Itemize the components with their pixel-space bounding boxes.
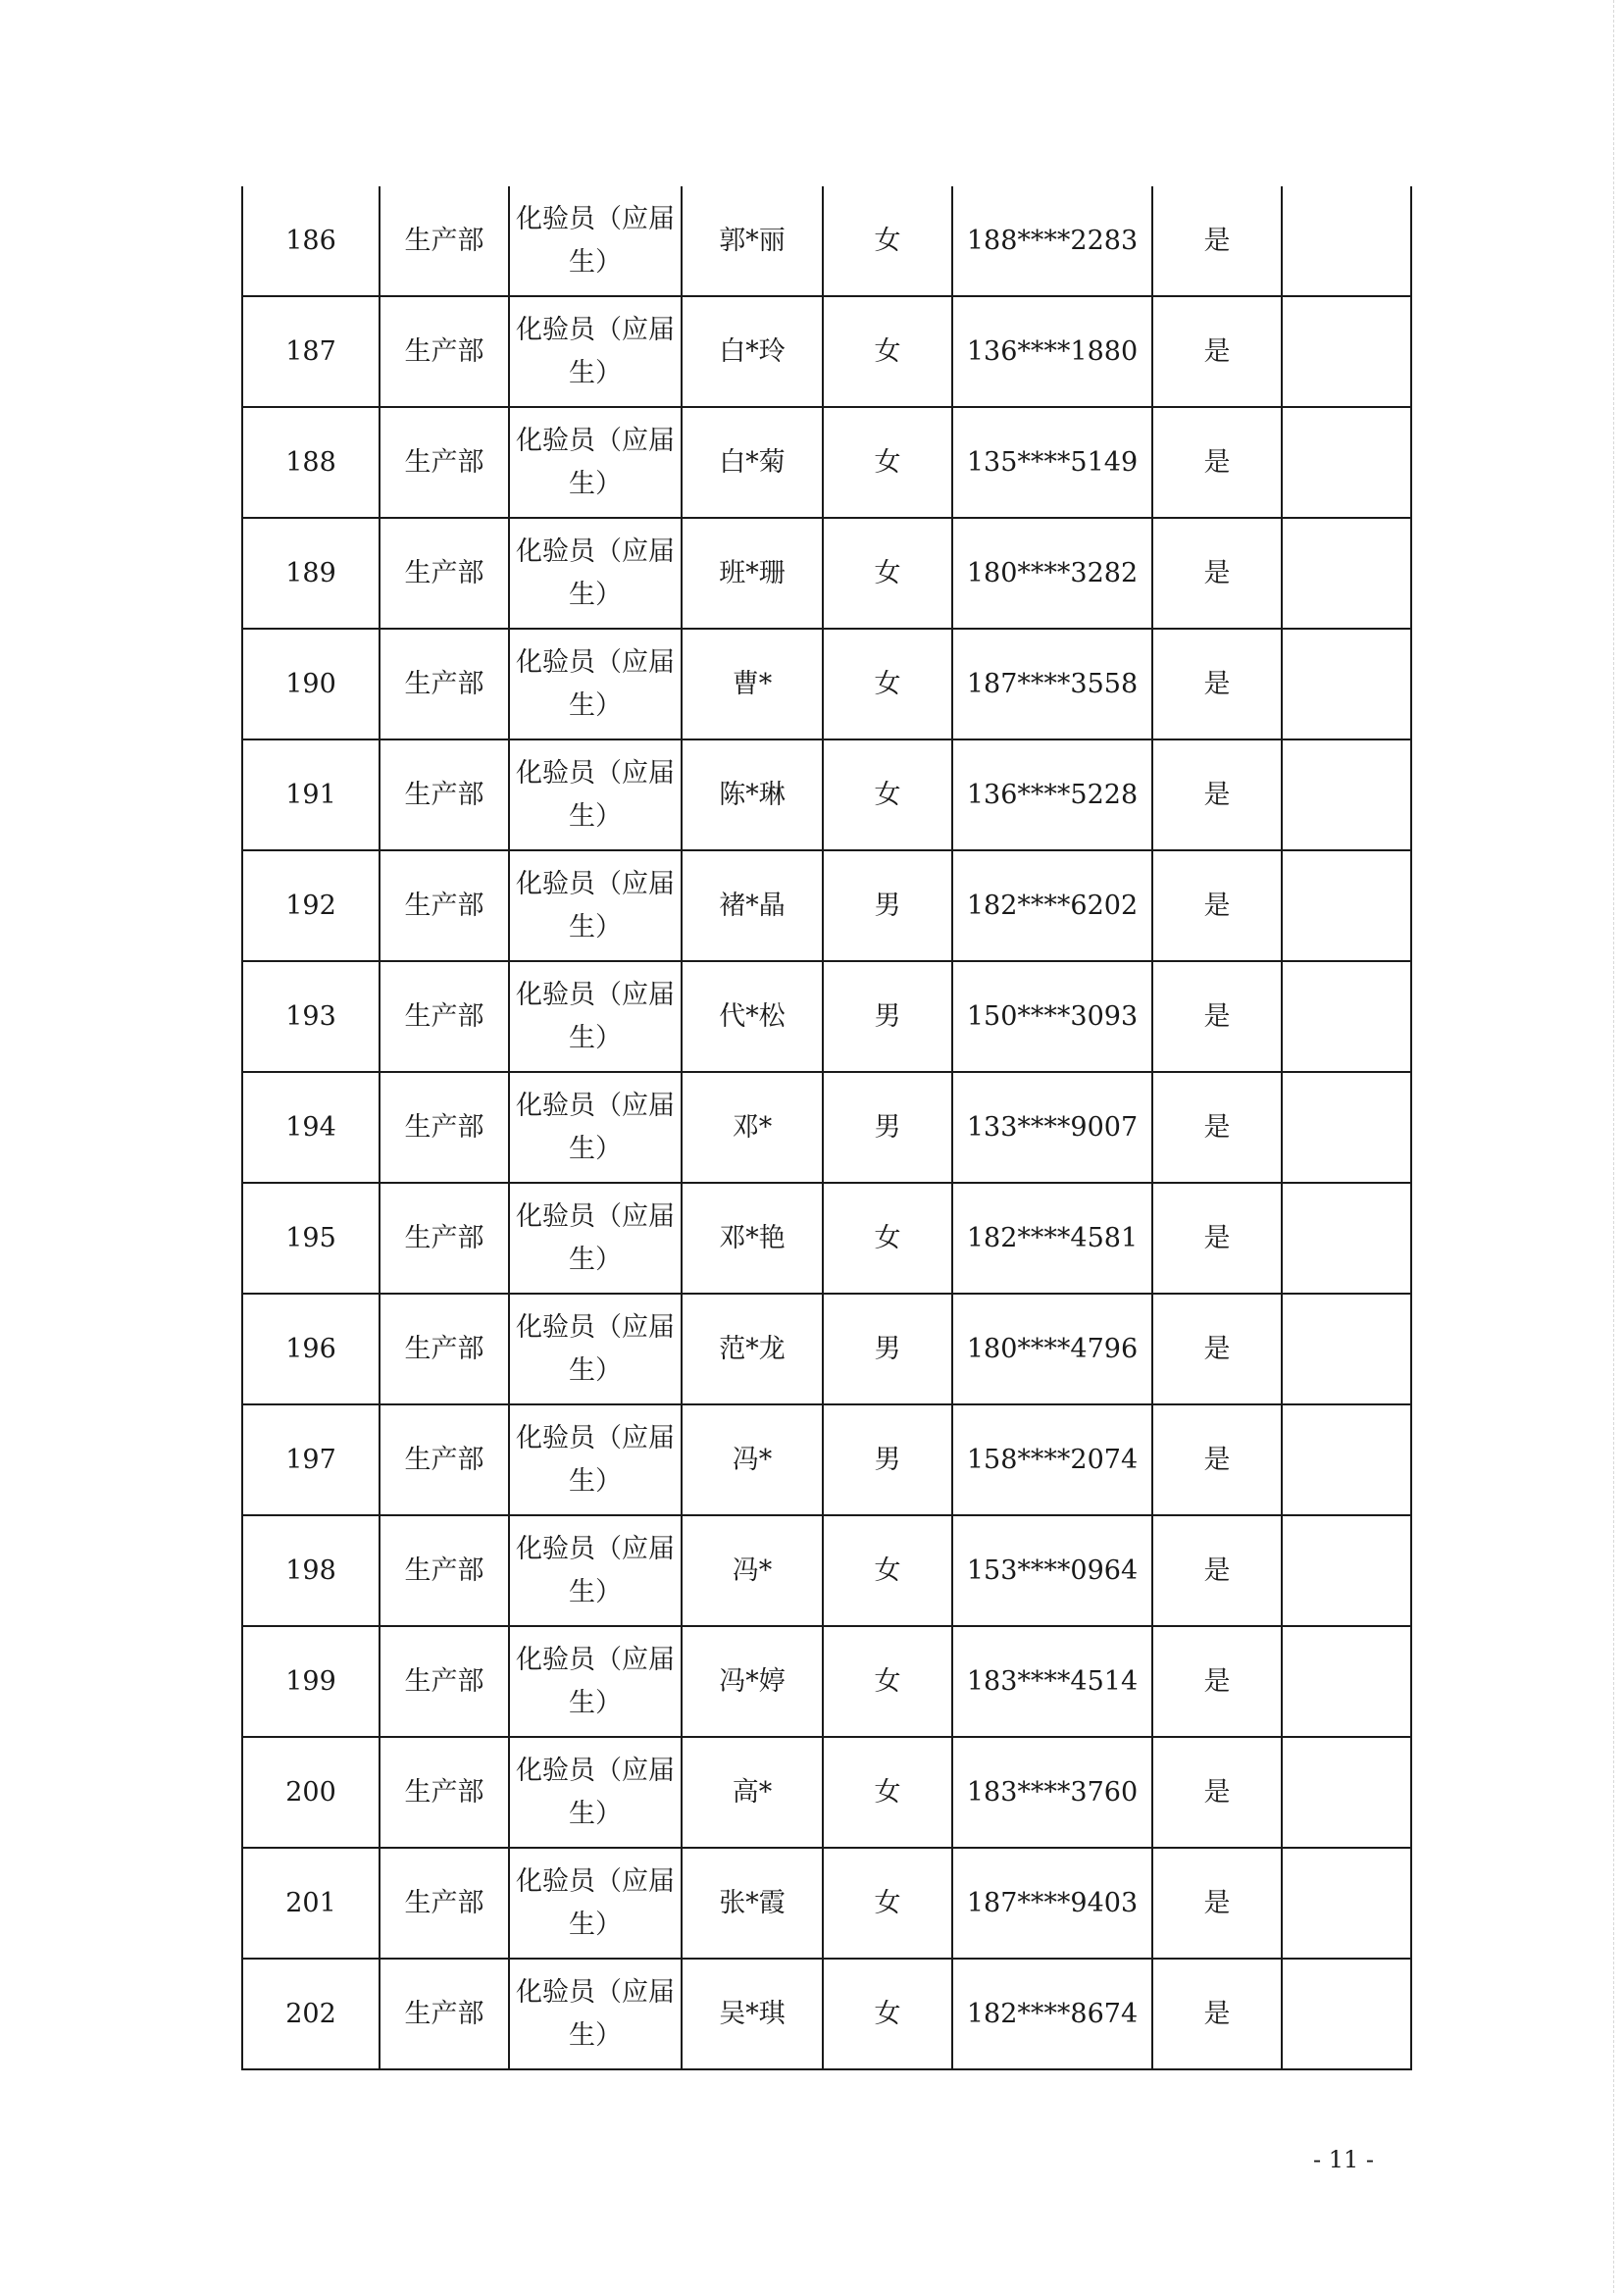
personnel-table	[241, 186, 1412, 2070]
table-row	[242, 1626, 1411, 1737]
cell-gender: 女	[823, 1183, 952, 1294]
cell-gender: 女	[823, 186, 952, 296]
cell-department: 生产部	[380, 1848, 509, 1959]
cell-department: 生产部	[380, 1626, 509, 1737]
cell-department: 生产部	[380, 629, 509, 739]
cell-position: 化验员（应届生）	[509, 1737, 682, 1848]
table-row	[242, 296, 1411, 407]
cell-name: 陈*琳	[682, 739, 823, 850]
cell-row-number: 192	[242, 850, 380, 961]
cell-name: 冯*	[682, 1515, 823, 1626]
cell-position: 化验员（应届生）	[509, 1515, 682, 1626]
cell-flag: 是	[1152, 1848, 1282, 1959]
cell-department: 生产部	[380, 1515, 509, 1626]
cell-flag: 是	[1152, 1959, 1282, 2069]
cell-row-number: 187	[242, 296, 380, 407]
table-row	[242, 1183, 1411, 1294]
cell-gender: 女	[823, 739, 952, 850]
cell-position: 化验员（应届生）	[509, 1404, 682, 1515]
table-row	[242, 1294, 1411, 1404]
cell-row-number: 196	[242, 1294, 380, 1404]
table-row	[242, 1515, 1411, 1626]
cell-department: 生产部	[380, 296, 509, 407]
table-row	[242, 961, 1411, 1072]
cell-name: 曹*	[682, 629, 823, 739]
cell-gender: 女	[823, 1959, 952, 2069]
cell-name: 代*松	[682, 961, 823, 1072]
cell-note	[1282, 739, 1411, 850]
cell-name: 冯*婷	[682, 1626, 823, 1737]
cell-gender: 男	[823, 1404, 952, 1515]
cell-department: 生产部	[380, 407, 509, 518]
cell-flag: 是	[1152, 1294, 1282, 1404]
cell-flag: 是	[1152, 1404, 1282, 1515]
cell-phone: 158****2074	[952, 1404, 1152, 1515]
cell-gender: 女	[823, 296, 952, 407]
cell-flag: 是	[1152, 850, 1282, 961]
cell-flag: 是	[1152, 1072, 1282, 1183]
cell-name: 白*玲	[682, 296, 823, 407]
cell-gender: 女	[823, 407, 952, 518]
cell-row-number: 201	[242, 1848, 380, 1959]
cell-note	[1282, 961, 1411, 1072]
cell-position: 化验员（应届生）	[509, 1959, 682, 2069]
cell-note	[1282, 1294, 1411, 1404]
cell-phone: 183****3760	[952, 1737, 1152, 1848]
cell-row-number: 194	[242, 1072, 380, 1183]
table-body	[242, 186, 1411, 2069]
cell-department: 生产部	[380, 1959, 509, 2069]
cell-name: 吴*琪	[682, 1959, 823, 2069]
table-row	[242, 629, 1411, 739]
cell-flag: 是	[1152, 629, 1282, 739]
cell-note	[1282, 1626, 1411, 1737]
cell-flag: 是	[1152, 1626, 1282, 1737]
cell-department: 生产部	[380, 961, 509, 1072]
cell-position: 化验员（应届生）	[509, 739, 682, 850]
cell-note	[1282, 1737, 1411, 1848]
cell-note	[1282, 1183, 1411, 1294]
table-row	[242, 1072, 1411, 1183]
cell-phone: 182****4581	[952, 1183, 1152, 1294]
cell-note	[1282, 1515, 1411, 1626]
cell-note	[1282, 186, 1411, 296]
cell-row-number: 193	[242, 961, 380, 1072]
cell-note	[1282, 1848, 1411, 1959]
cell-name: 白*菊	[682, 407, 823, 518]
cell-note	[1282, 518, 1411, 629]
cell-position: 化验员（应届生）	[509, 1294, 682, 1404]
cell-row-number: 202	[242, 1959, 380, 2069]
cell-department: 生产部	[380, 850, 509, 961]
cell-department: 生产部	[380, 1072, 509, 1183]
table-row	[242, 1404, 1411, 1515]
cell-row-number: 191	[242, 739, 380, 850]
cell-phone: 182****6202	[952, 850, 1152, 961]
cell-phone: 180****4796	[952, 1294, 1152, 1404]
table-row	[242, 739, 1411, 850]
cell-flag: 是	[1152, 296, 1282, 407]
cell-phone: 183****4514	[952, 1626, 1152, 1737]
cell-phone: 153****0964	[952, 1515, 1152, 1626]
cell-department: 生产部	[380, 739, 509, 850]
cell-name: 邓*	[682, 1072, 823, 1183]
cell-row-number: 186	[242, 186, 380, 296]
cell-phone: 136****1880	[952, 296, 1152, 407]
cell-gender: 男	[823, 1294, 952, 1404]
cell-name: 褚*晶	[682, 850, 823, 961]
cell-phone: 135****5149	[952, 407, 1152, 518]
cell-phone: 187****3558	[952, 629, 1152, 739]
cell-row-number: 189	[242, 518, 380, 629]
cell-flag: 是	[1152, 186, 1282, 296]
cell-flag: 是	[1152, 518, 1282, 629]
cell-flag: 是	[1152, 1737, 1282, 1848]
table-row	[242, 186, 1411, 296]
cell-note	[1282, 629, 1411, 739]
cell-department: 生产部	[380, 1737, 509, 1848]
cell-note	[1282, 850, 1411, 961]
cell-department: 生产部	[380, 1404, 509, 1515]
cell-name: 范*龙	[682, 1294, 823, 1404]
cell-name: 班*珊	[682, 518, 823, 629]
table-row	[242, 1848, 1411, 1959]
table-row	[242, 1737, 1411, 1848]
cell-row-number: 190	[242, 629, 380, 739]
cell-flag: 是	[1152, 739, 1282, 850]
cell-note	[1282, 1959, 1411, 2069]
cell-name: 高*	[682, 1737, 823, 1848]
page-number: - 11 -	[1312, 2146, 1374, 2173]
cell-note	[1282, 1072, 1411, 1183]
cell-gender: 男	[823, 1072, 952, 1183]
cell-department: 生产部	[380, 518, 509, 629]
cell-position: 化验员（应届生）	[509, 1626, 682, 1737]
cell-position: 化验员（应届生）	[509, 629, 682, 739]
cell-gender: 女	[823, 1515, 952, 1626]
cell-position: 化验员（应届生）	[509, 186, 682, 296]
cell-note	[1282, 407, 1411, 518]
cell-gender: 女	[823, 1848, 952, 1959]
cell-department: 生产部	[380, 186, 509, 296]
cell-flag: 是	[1152, 961, 1282, 1072]
cell-flag: 是	[1152, 1183, 1282, 1294]
cell-flag: 是	[1152, 407, 1282, 518]
cell-position: 化验员（应届生）	[509, 296, 682, 407]
cell-phone: 180****3282	[952, 518, 1152, 629]
cell-note	[1282, 1404, 1411, 1515]
cell-department: 生产部	[380, 1294, 509, 1404]
cell-name: 张*霞	[682, 1848, 823, 1959]
cell-row-number: 195	[242, 1183, 380, 1294]
cell-gender: 男	[823, 850, 952, 961]
cell-phone: 188****2283	[952, 186, 1152, 296]
scan-edge-line	[1612, 0, 1614, 2293]
cell-row-number: 188	[242, 407, 380, 518]
cell-name: 邓*艳	[682, 1183, 823, 1294]
cell-phone: 182****8674	[952, 1959, 1152, 2069]
cell-gender: 女	[823, 629, 952, 739]
cell-row-number: 200	[242, 1737, 380, 1848]
cell-flag: 是	[1152, 1515, 1282, 1626]
cell-phone: 150****3093	[952, 961, 1152, 1072]
table-row	[242, 518, 1411, 629]
cell-phone: 187****9403	[952, 1848, 1152, 1959]
cell-position: 化验员（应届生）	[509, 1183, 682, 1294]
table-row	[242, 1959, 1411, 2069]
cell-name: 冯*	[682, 1404, 823, 1515]
cell-position: 化验员（应届生）	[509, 407, 682, 518]
cell-position: 化验员（应届生）	[509, 850, 682, 961]
table-row	[242, 850, 1411, 961]
cell-gender: 女	[823, 1737, 952, 1848]
cell-position: 化验员（应届生）	[509, 518, 682, 629]
cell-position: 化验员（应届生）	[509, 1072, 682, 1183]
cell-phone: 136****5228	[952, 739, 1152, 850]
cell-name: 郭*丽	[682, 186, 823, 296]
cell-position: 化验员（应届生）	[509, 1848, 682, 1959]
cell-note	[1282, 296, 1411, 407]
cell-row-number: 199	[242, 1626, 380, 1737]
cell-gender: 男	[823, 961, 952, 1072]
cell-row-number: 198	[242, 1515, 380, 1626]
table-row	[242, 407, 1411, 518]
cell-row-number: 197	[242, 1404, 380, 1515]
cell-gender: 女	[823, 518, 952, 629]
cell-phone: 133****9007	[952, 1072, 1152, 1183]
cell-position: 化验员（应届生）	[509, 961, 682, 1072]
cell-gender: 女	[823, 1626, 952, 1737]
cell-department: 生产部	[380, 1183, 509, 1294]
